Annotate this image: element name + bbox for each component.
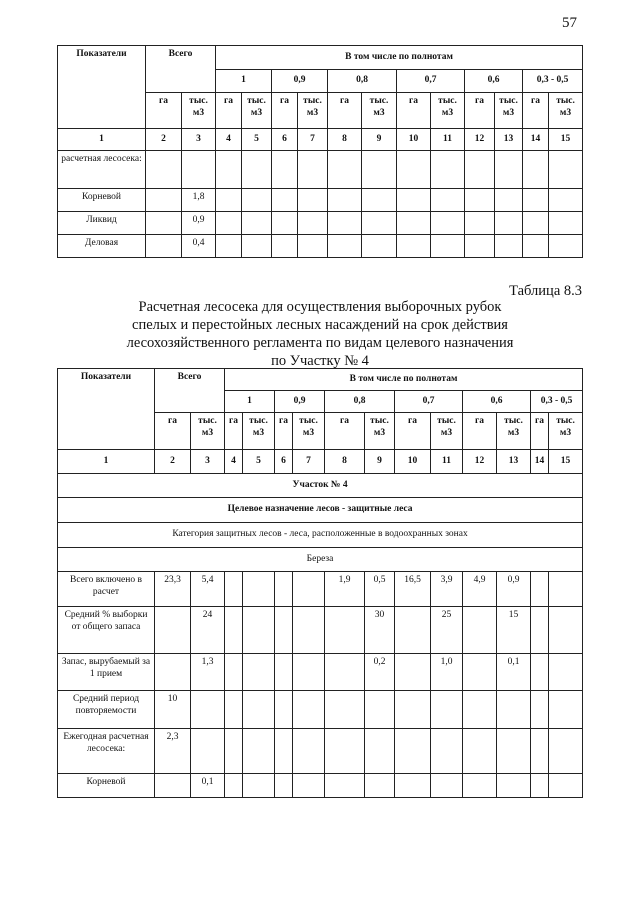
table-cell (243, 691, 275, 729)
table-cell (531, 774, 549, 798)
col-num: 6 (275, 450, 293, 474)
col-num: 9 (362, 129, 397, 151)
header-tm3: тыс. м3 (191, 413, 225, 450)
table-cell (225, 774, 243, 798)
table-title-line: лесохозяйственного регламента по видам целевого назначения (126, 335, 514, 351)
table-cell (146, 212, 182, 235)
header-density: 0,9 (275, 391, 325, 413)
table-row (58, 774, 583, 798)
header-density: 0,3 - 0,5 (523, 70, 583, 93)
header-tm3: тыс. м3 (298, 93, 328, 129)
col-num: 13 (497, 450, 531, 474)
table-cell (395, 607, 431, 654)
table-cell (293, 729, 325, 774)
header-total: Всего (146, 46, 216, 93)
table-cell (293, 607, 325, 654)
header-tm3: тыс. м3 (431, 413, 463, 450)
table-cell: 0,9 (182, 212, 216, 235)
table-cell (155, 607, 191, 654)
table-cell (155, 774, 191, 798)
col-num: 5 (243, 450, 275, 474)
table-cell (365, 774, 395, 798)
header-ha: га (465, 93, 495, 129)
table-cell (243, 729, 275, 774)
table-row (58, 151, 583, 189)
table-cell (275, 572, 293, 607)
table-cell: 15 (497, 607, 531, 654)
col-num: 2 (146, 129, 182, 151)
table-cell (397, 151, 431, 189)
table-8-3 (57, 368, 583, 798)
header-density: 0,8 (328, 70, 397, 93)
table-cell (431, 729, 463, 774)
header-density: 0,9 (272, 70, 328, 93)
table-cell (523, 212, 549, 235)
table-cell: 3,9 (431, 572, 463, 607)
table-cell (298, 189, 328, 212)
table-cell (328, 189, 362, 212)
table-cell (272, 151, 298, 189)
table-cell (293, 774, 325, 798)
header-indicators: Показатели (58, 369, 155, 450)
table-cell: 10 (155, 691, 191, 729)
table-cell (549, 654, 583, 691)
table-cell (242, 212, 272, 235)
table-cell (365, 691, 395, 729)
table-cell (523, 235, 549, 258)
table-cell (328, 235, 362, 258)
table-cell (523, 151, 549, 189)
table-cell (293, 572, 325, 607)
table-cell (463, 774, 497, 798)
row-label: Ежегодная расчетная лесосека: (58, 729, 155, 774)
row-label: расчетная лесосека: (58, 151, 146, 189)
col-num: 13 (495, 129, 523, 151)
table-cell (243, 654, 275, 691)
table-cell (549, 189, 583, 212)
row-label: Ликвид (58, 212, 146, 235)
table-cell (216, 189, 242, 212)
table-row (58, 212, 583, 235)
col-num: 11 (431, 129, 465, 151)
table-row (58, 189, 583, 212)
header-density: 1 (216, 70, 272, 93)
header-density: 0,7 (395, 391, 463, 413)
table-title (90, 298, 550, 370)
header-ha: га (216, 93, 242, 129)
table-cell (272, 235, 298, 258)
table-cell: 0,4 (182, 235, 216, 258)
table-cell (397, 212, 431, 235)
table-cell (465, 212, 495, 235)
table-cell (146, 235, 182, 258)
table-cell: 0,9 (497, 572, 531, 607)
table-cell (362, 212, 397, 235)
table-cell: 4,9 (463, 572, 497, 607)
table-cell (431, 189, 465, 212)
table-cell: 1,9 (325, 572, 365, 607)
row-label: Средний % выборки от общего запаса (58, 607, 155, 654)
table-cell (431, 151, 465, 189)
table-cell (431, 235, 465, 258)
table-cell (531, 691, 549, 729)
table-cell: 30 (365, 607, 395, 654)
table-cell: 1,8 (182, 189, 216, 212)
row-label: Корневой (58, 189, 146, 212)
col-num: 10 (397, 129, 431, 151)
table-cell (225, 654, 243, 691)
table-cell (325, 654, 365, 691)
table-row (58, 607, 583, 654)
table-cell (549, 729, 583, 774)
header-including: В том числе по полнотам (225, 369, 583, 391)
col-num: 8 (325, 450, 365, 474)
table-row (58, 691, 583, 729)
purpose-row: Целевое назначение лесов - защитные леса (58, 498, 583, 523)
table-cell: 0,2 (365, 654, 395, 691)
table-cell (216, 235, 242, 258)
col-num: 7 (298, 129, 328, 151)
table-cell: 0,1 (191, 774, 225, 798)
header-tm3: тыс. м3 (549, 413, 583, 450)
table-cell (395, 774, 431, 798)
header-indicators: Показатели (58, 46, 146, 129)
header-density: 0,8 (325, 391, 395, 413)
table-cell (495, 212, 523, 235)
header-density: 0,6 (463, 391, 531, 413)
table-cell (293, 654, 325, 691)
table-cell (275, 654, 293, 691)
col-num: 1 (58, 129, 146, 151)
table-cell: 25 (431, 607, 463, 654)
header-ha: га (225, 413, 243, 450)
section-row: Участок № 4 (58, 474, 583, 498)
table-cell (191, 691, 225, 729)
col-num: 8 (328, 129, 362, 151)
category-row: Категория защитных лесов - леса, расположенные в водоохранных зонах (58, 523, 583, 548)
table-cell: 0,5 (365, 572, 395, 607)
header-tm3: тыс. м3 (293, 413, 325, 450)
header-total: Всего (155, 369, 225, 413)
table-cell (465, 235, 495, 258)
header-ha: га (272, 93, 298, 129)
table-cell (549, 151, 583, 189)
header-ha: га (397, 93, 431, 129)
col-num: 4 (216, 129, 242, 151)
table-cell (431, 774, 463, 798)
col-num: 7 (293, 450, 325, 474)
column-number-row (58, 450, 583, 474)
table-cell (328, 151, 362, 189)
table-cell (275, 691, 293, 729)
header-density: 0,6 (465, 70, 523, 93)
table-cell (146, 189, 182, 212)
table-top (57, 45, 583, 258)
table-cell (463, 729, 497, 774)
header-tm3: тыс. м3 (182, 93, 216, 129)
table-cell (531, 729, 549, 774)
row-label: Запас, вырубаемый за 1 прием (58, 654, 155, 691)
table-cell: 16,5 (395, 572, 431, 607)
col-num: 15 (549, 129, 583, 151)
header-tm3: тыс. м3 (243, 413, 275, 450)
header-tm3: тыс. м3 (549, 93, 583, 129)
col-num: 3 (182, 129, 216, 151)
header-ha: га (146, 93, 182, 129)
table-cell (362, 151, 397, 189)
table-cell: 24 (191, 607, 225, 654)
table-cell (549, 235, 583, 258)
header-ha: га (523, 93, 549, 129)
table-cell (182, 151, 216, 189)
table-cell (362, 235, 397, 258)
table-cell (397, 235, 431, 258)
header-ha: га (325, 413, 365, 450)
table-cell (497, 691, 531, 729)
col-num: 14 (531, 450, 549, 474)
table-cell (275, 729, 293, 774)
header-ha: га (463, 413, 497, 450)
table-cell (325, 607, 365, 654)
table-cell (275, 774, 293, 798)
table-cell (465, 189, 495, 212)
table-cell (497, 774, 531, 798)
table-cell (293, 691, 325, 729)
table-cell (242, 235, 272, 258)
table-row (58, 235, 583, 258)
table-cell (328, 212, 362, 235)
page-number: 57 (562, 15, 577, 31)
table-row (58, 729, 583, 774)
table-cell (531, 607, 549, 654)
species-row: Береза (58, 548, 583, 572)
table-cell (298, 151, 328, 189)
table-cell (531, 572, 549, 607)
table-cell (155, 654, 191, 691)
table-cell (463, 691, 497, 729)
header-density: 0,3 - 0,5 (531, 391, 583, 413)
col-num: 10 (395, 450, 431, 474)
row-label: Корневой (58, 774, 155, 798)
table-cell: 1,3 (191, 654, 225, 691)
table-cell (397, 189, 431, 212)
header-ha: га (531, 413, 549, 450)
table-cell (243, 774, 275, 798)
header-ha: га (275, 413, 293, 450)
table-cell: 2,3 (155, 729, 191, 774)
table-cell (272, 212, 298, 235)
col-num: 4 (225, 450, 243, 474)
table-cell (395, 691, 431, 729)
table-cell: 5,4 (191, 572, 225, 607)
col-num: 12 (465, 129, 495, 151)
table-cell (225, 691, 243, 729)
table-cell (431, 691, 463, 729)
col-num: 9 (365, 450, 395, 474)
table-cell: 1,0 (431, 654, 463, 691)
table-cell (325, 691, 365, 729)
table-cell (242, 151, 272, 189)
table-title-line: спелых и перестойных лесных насаждений на срок действия (132, 317, 508, 333)
header-tm3: тыс. м3 (495, 93, 523, 129)
table-cell (298, 212, 328, 235)
table-cell (497, 729, 531, 774)
table-cell (146, 151, 182, 189)
table-cell (362, 189, 397, 212)
col-num: 15 (549, 450, 583, 474)
header-density: 1 (225, 391, 275, 413)
col-num: 1 (58, 450, 155, 474)
table-cell (272, 189, 298, 212)
row-label: Деловая (58, 235, 146, 258)
header-ha: га (155, 413, 191, 450)
col-num: 11 (431, 450, 463, 474)
col-num: 2 (155, 450, 191, 474)
table-8-3-body (58, 572, 583, 798)
header-including: В том числе по полнотам (216, 46, 583, 70)
table-cell (242, 189, 272, 212)
header-ha: га (328, 93, 362, 129)
table-cell (395, 654, 431, 691)
table-row (58, 572, 583, 607)
col-num: 14 (523, 129, 549, 151)
table-top-body (58, 151, 583, 258)
col-num: 5 (242, 129, 272, 151)
table-cell (463, 607, 497, 654)
table-cell (225, 572, 243, 607)
table-title-line: по Участку № 4 (271, 353, 369, 369)
header-tm3: тыс. м3 (242, 93, 272, 129)
table-cell (225, 607, 243, 654)
table-cell (463, 654, 497, 691)
table-cell (531, 654, 549, 691)
table-cell (465, 151, 495, 189)
table-cell (325, 729, 365, 774)
table-row (58, 654, 583, 691)
header-tm3: тыс. м3 (497, 413, 531, 450)
table-cell (495, 189, 523, 212)
table-cell (298, 235, 328, 258)
header-tm3: тыс. м3 (365, 413, 395, 450)
row-label: Всего включено в расчет (58, 572, 155, 607)
header-tm3: тыс. м3 (431, 93, 465, 129)
table-cell (395, 729, 431, 774)
row-label: Средний период повторяемости (58, 691, 155, 729)
table-cell (549, 774, 583, 798)
col-num: 6 (272, 129, 298, 151)
table-cell (225, 729, 243, 774)
table-cell: 23,3 (155, 572, 191, 607)
table-cell (549, 691, 583, 729)
table-cell (495, 151, 523, 189)
table-cell (549, 572, 583, 607)
table-cell (325, 774, 365, 798)
table-cell (275, 607, 293, 654)
table-cell (216, 212, 242, 235)
table-caption-label: Таблица 8.3 (509, 283, 582, 299)
table-cell (191, 729, 225, 774)
col-num: 3 (191, 450, 225, 474)
header-density: 0,7 (397, 70, 465, 93)
col-num: 12 (463, 450, 497, 474)
header-ha: га (395, 413, 431, 450)
table-cell (549, 607, 583, 654)
table-cell (216, 151, 242, 189)
table-cell (243, 572, 275, 607)
table-cell (523, 189, 549, 212)
table-cell: 0,1 (497, 654, 531, 691)
column-number-row (58, 129, 583, 151)
table-cell (431, 212, 465, 235)
table-cell (365, 729, 395, 774)
table-cell (549, 212, 583, 235)
header-tm3: тыс. м3 (362, 93, 397, 129)
table-cell (243, 607, 275, 654)
table-cell (495, 235, 523, 258)
table-title-line: Расчетная лесосека для осуществления выборочных рубок (138, 299, 502, 315)
